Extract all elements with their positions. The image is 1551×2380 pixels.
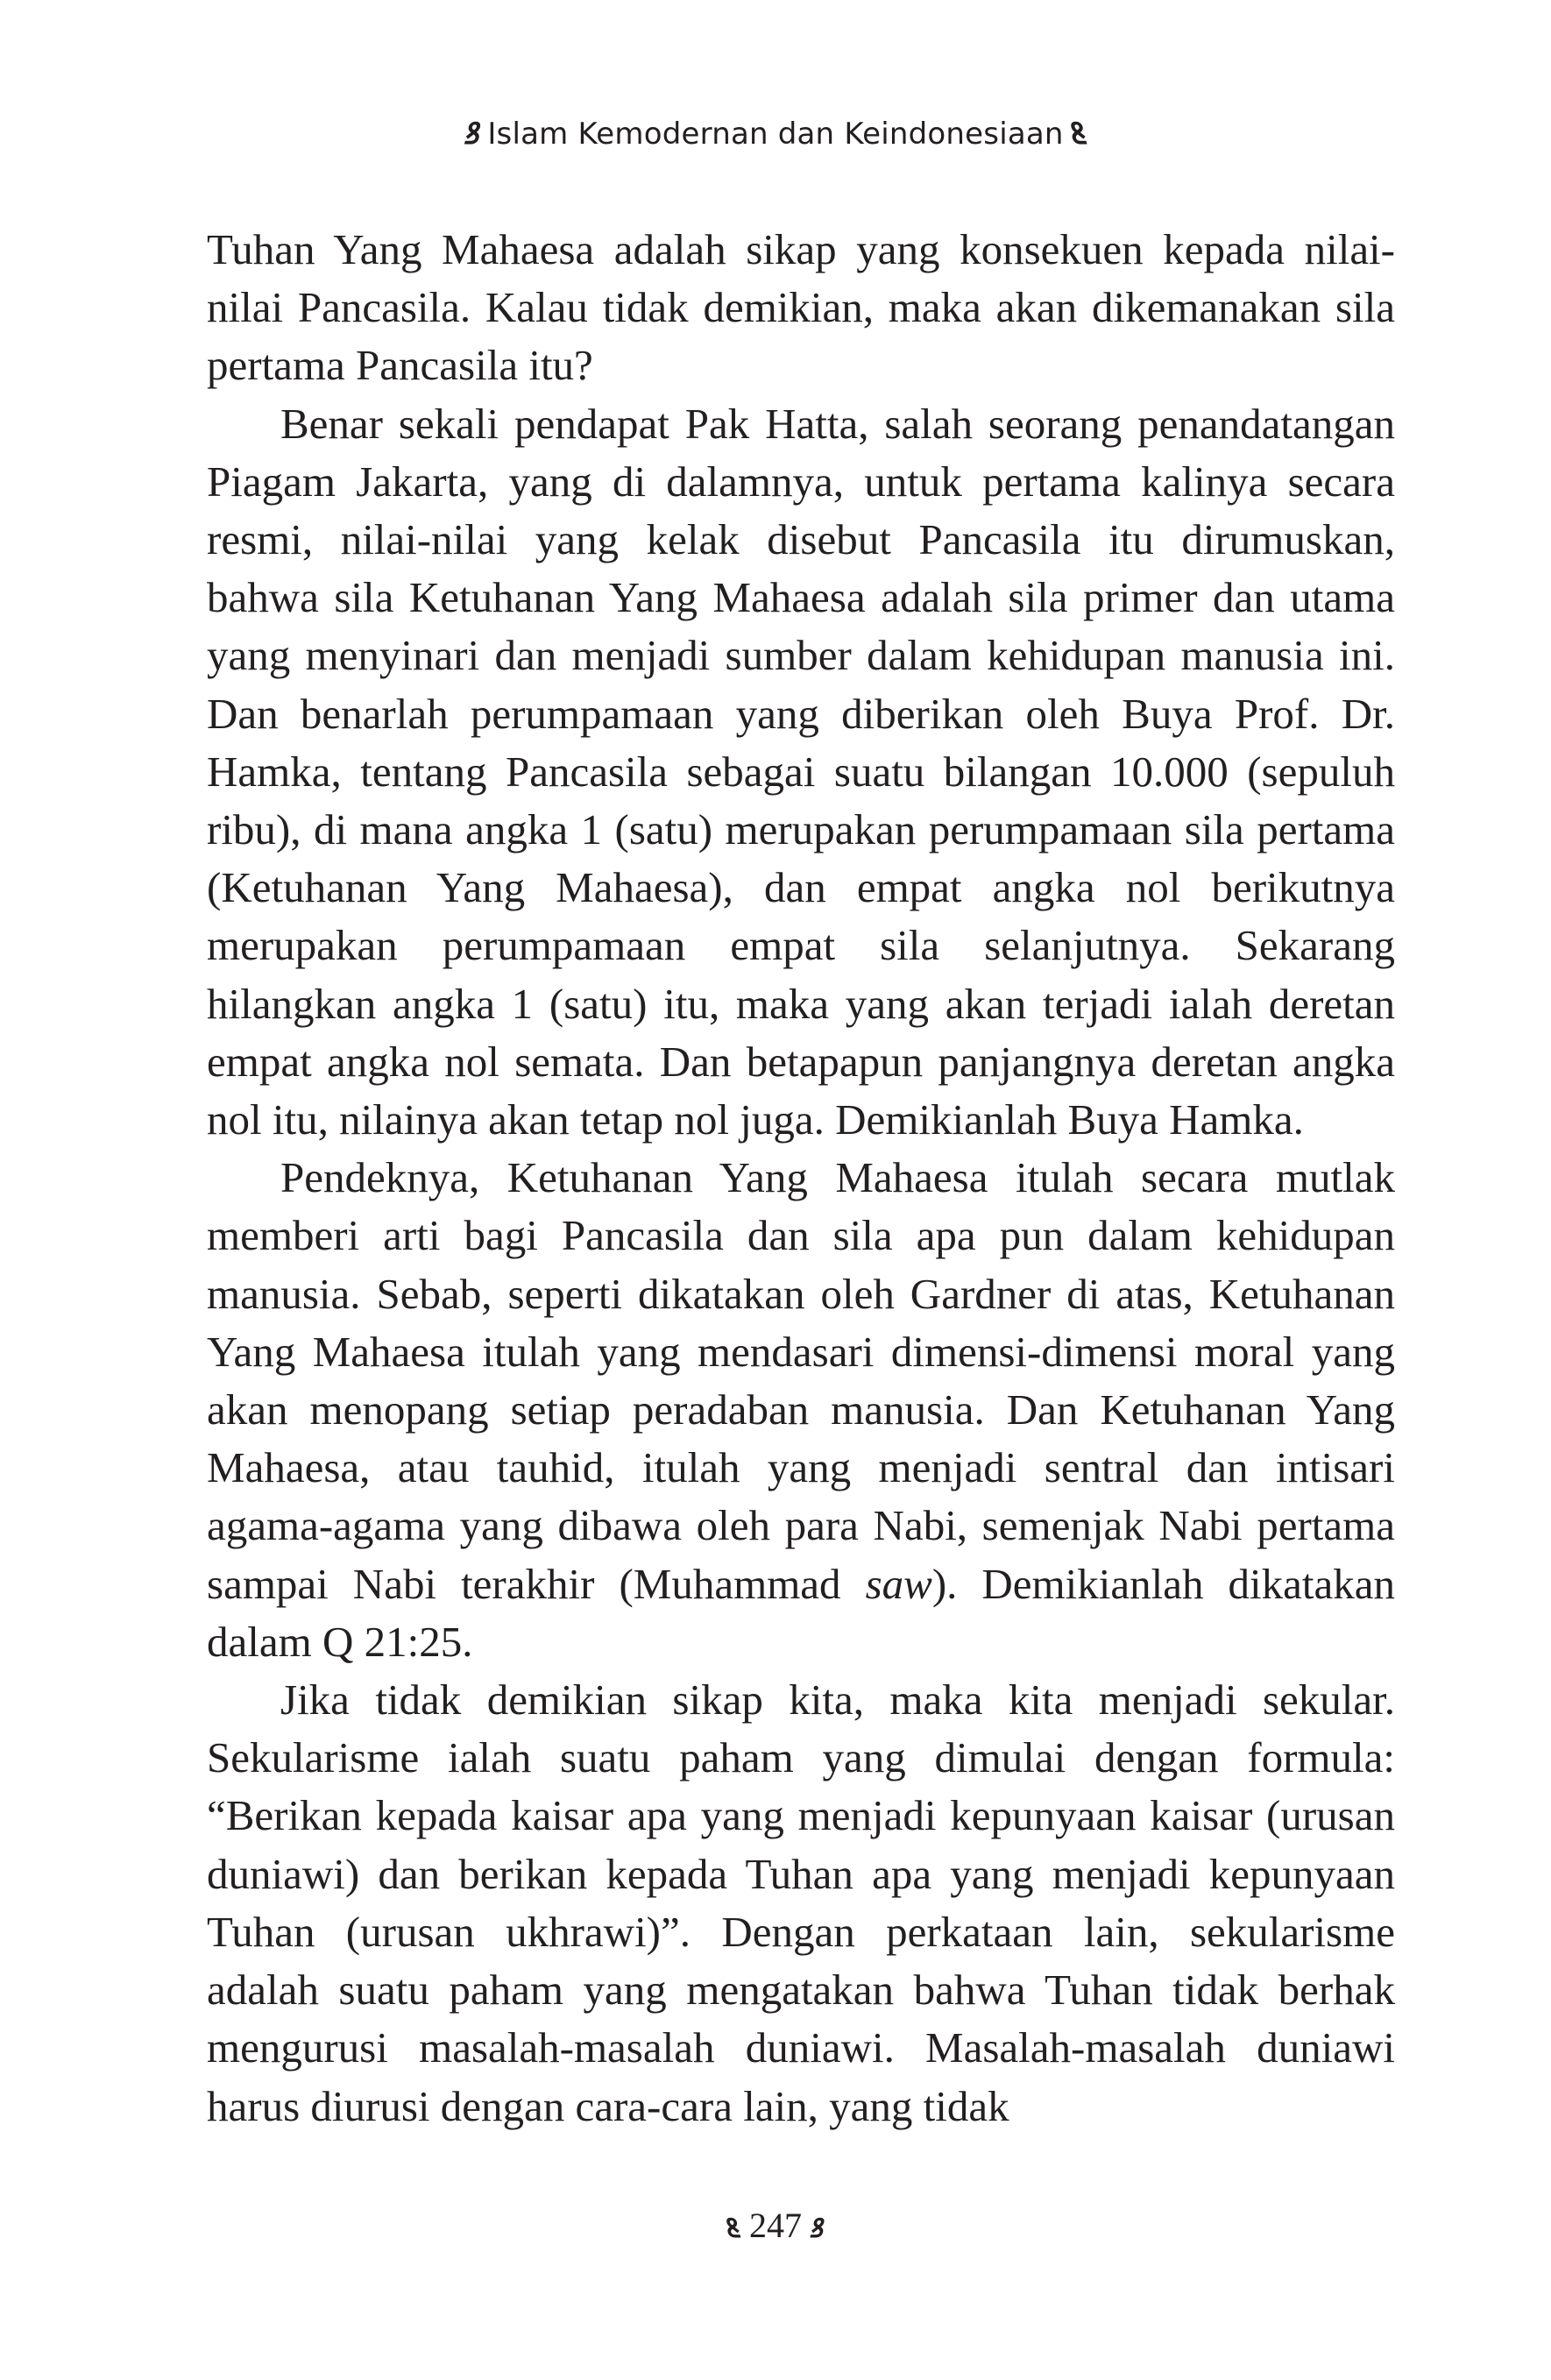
paragraph-3-italic: saw [865,1559,932,1608]
folio-ornament-right-icon: ꝸ [809,2214,823,2244]
ornament-right-icon: ꝸ [1072,117,1088,152]
paragraph-3-text-b: ). Demikianlah dikatakan dalam Q 21:25. [207,1559,1395,1666]
paragraph-2: Benar sekali pendapat Pak Hatta, salah seorang penandatangan Piagam Jakarta, yang di dalamnya, untuk pertama kalinya secara resmi, nilai-nilai yang kelak disebut Pancasila itu dirumuskan, bahwa sila Ketuhanan Yang Mahaesa adalah sila primer dan utama yang menyinari dan menjadi sumber dalam kehidupan manusia ini. Dan benarlah perumpamaan yang diberikan oleh Buya Prof. Dr. Hamka, tentang Pancasila sebagai suatu bilangan 10.000 (sepuluh ribu), di mana angka 1 (satu) merupakan perumpamaan sila pertama (Ketuhanan Yang Mahaesa), dan empat angka nol berikutnya merupakan perumpamaan empat sila selanjutnya. Sekarang hilangkan angka 1 (satu) itu, maka yang akan terjadi ialah deretan empat angka nol semata. Dan betapapun panjangnya deretan angka nol itu, nilainya akan tetap nol juga. Demikianlah Buya Hamka. [207,399,1395,1144]
running-head-title: Islam Kemodernan dan Keindonesiaan [487,117,1064,152]
paragraph-3-text-a: Pendeknya, Ketuhanan Yang Mahaesa itulah secara mutlak memberi arti bagi Pancasila dan sila apa pun dalam kehidupan manusia. Sebab, seperti dikatakan oleh Gardner di atas, Ketuhanan Yang Mahaesa itulah yang mendasari dimensi-dimensi moral yang akan menopang setiap peradaban manusia. Dan Ketuhanan Yang Mahaesa, atau tauhid, itulah yang menjadi sentral dan intisari agama-agama yang dibawa oleh para Nabi, semenjak Nabi pertama sampai Nabi terakhir (Muhammad [207,1153,1395,1608]
folio-ornament-left-icon: ꝸ [728,2214,742,2244]
body-text [207,221,1395,2136]
ornament-left-icon: ꝸ [463,117,479,152]
running-head [0,112,1551,152]
page-footer [0,2205,1551,2246]
paragraph-1: Tuhan Yang Mahaesa adalah sikap yang konsekuen kepada nilai-nilai Pancasila. Kalau tidak demikian, maka akan dikemanakan sila pertama Pancasila itu? [207,225,1395,390]
paragraph-3 [207,1149,1395,1671]
paragraph-4: Jika tidak demikian sikap kita, maka kita menjadi sekular. Sekularisme ialah suatu paham yang dimulai dengan formula: “Berikan kepada kaisar apa yang menjadi kepunyaan kaisar (urusan duniawi) dan berikan kepada Tuhan apa yang menjadi kepunyaan Tuhan (urusan ukhrawi)”. Dengan perkataan lain, sekularisme adalah suatu paham yang mengatakan bahwa Tuhan tidak berhak mengurusi masalah-masalah duniawi. Masalah-masalah duniawi harus diurusi dengan cara-cara lain, yang tidak [207,1675,1395,2130]
page-number: 247 [749,2206,802,2245]
